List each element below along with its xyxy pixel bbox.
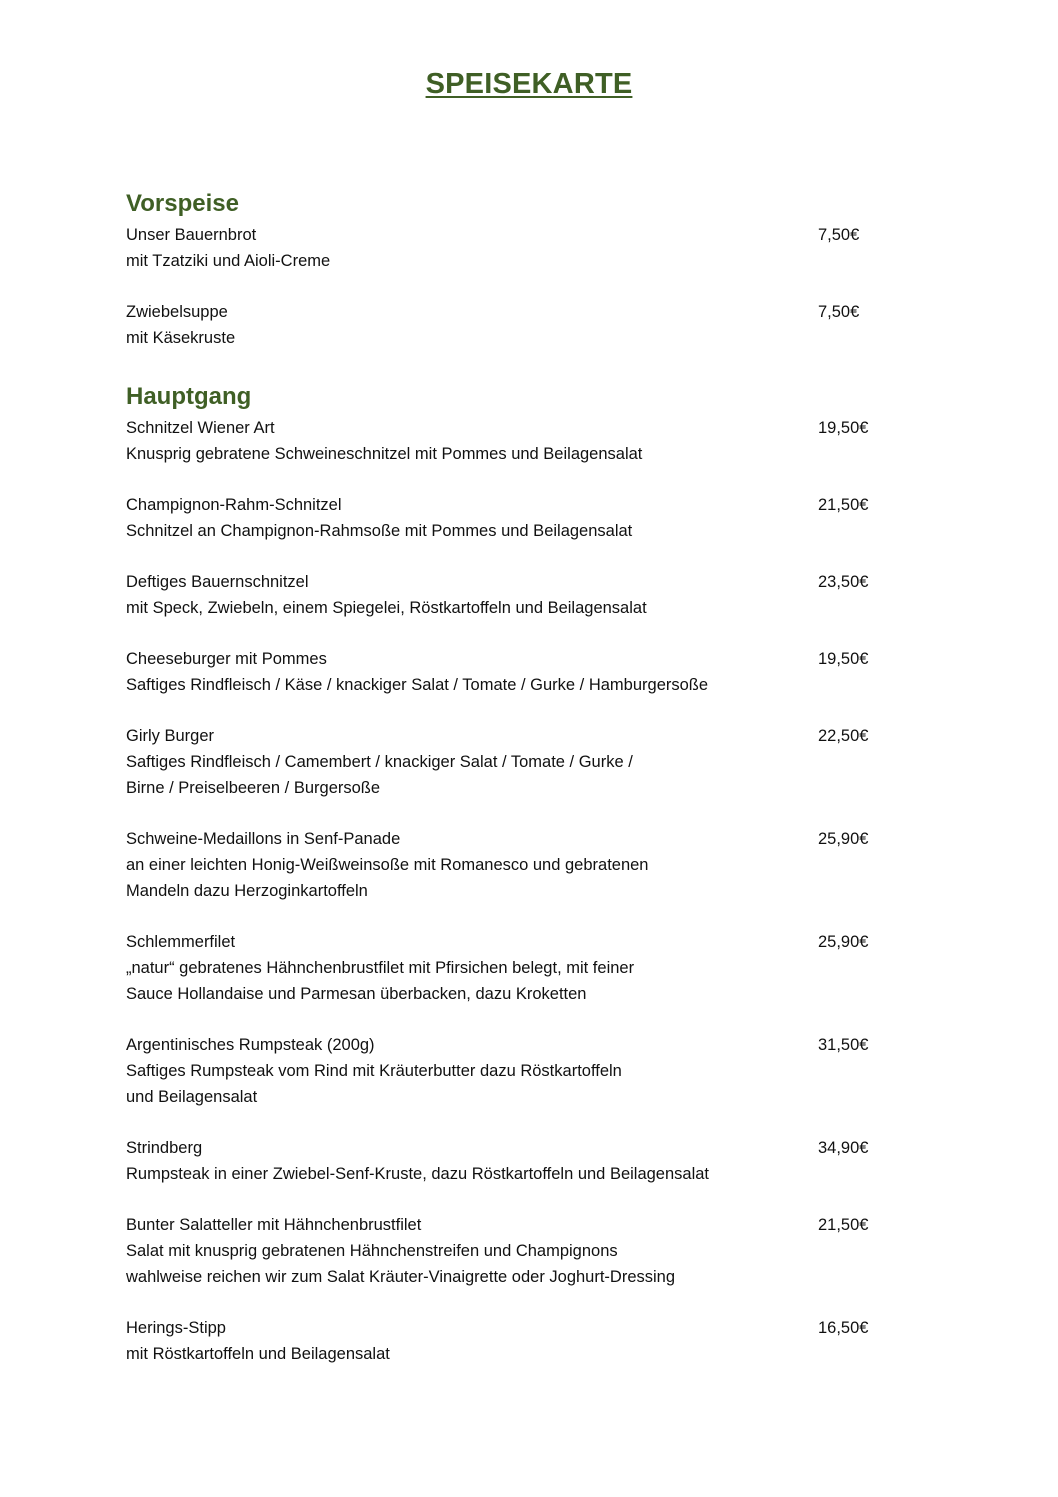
section-heading: Hauptgang bbox=[126, 383, 252, 410]
menu-item bbox=[126, 492, 886, 544]
menu-item bbox=[126, 1032, 886, 1110]
menu-item-description: an einer leichten Honig-Weißweinsoße mit Romanesco und gebratenen bbox=[126, 856, 649, 874]
menu-item-description: Salat mit knusprig gebratenen Hähnchenstreifen und Champignons bbox=[126, 1242, 618, 1260]
menu-item-description: mit Tzatziki und Aioli-Creme bbox=[126, 252, 331, 270]
menu-item-description: Rumpsteak in einer Zwiebel-Senf-Kruste, dazu Röstkartoffeln und Beilagensalat bbox=[126, 1165, 710, 1183]
menu-item-price: 19,50€ bbox=[818, 419, 869, 437]
menu-item-name: Schlemmerfilet bbox=[126, 933, 236, 951]
menu-item bbox=[126, 569, 886, 621]
menu-item-price: 21,50€ bbox=[818, 496, 869, 514]
menu-item-price: 31,50€ bbox=[818, 1036, 869, 1054]
menu-item-description: Mandeln dazu Herzoginkartoffeln bbox=[126, 882, 368, 900]
menu-item bbox=[126, 826, 886, 904]
menu-item bbox=[126, 1212, 886, 1290]
menu-item-name: Girly Burger bbox=[126, 727, 215, 745]
menu-item-description: Birne / Preiselbeeren / Burgersoße bbox=[126, 779, 381, 797]
menu-item-name: Bunter Salatteller mit Hähnchenbrustfilet bbox=[126, 1216, 422, 1234]
menu-item-name: Strindberg bbox=[126, 1139, 203, 1157]
menu-item-description: Saftiges Rumpsteak vom Rind mit Kräuterbutter dazu Röstkartoffeln bbox=[126, 1062, 622, 1080]
menu-item-price: 7,50€ bbox=[818, 303, 860, 321]
menu-item bbox=[126, 299, 886, 351]
menu-item-name: Argentinisches Rumpsteak (200g) bbox=[126, 1036, 375, 1054]
menu-item-description: und Beilagensalat bbox=[126, 1088, 258, 1106]
menu-item-price: 22,50€ bbox=[818, 727, 869, 745]
menu-item-description: Saftiges Rindfleisch / Käse / knackiger Salat / Tomate / Gurke / Hamburgersoße bbox=[126, 676, 709, 694]
menu-item-name: Zwiebelsuppe bbox=[126, 303, 228, 321]
menu-item bbox=[126, 415, 886, 467]
menu-item-price: 25,90€ bbox=[818, 830, 869, 848]
menu-item-name: Herings-Stipp bbox=[126, 1319, 226, 1337]
menu-item-name: Cheeseburger mit Pommes bbox=[126, 650, 327, 668]
menu-item-description: wahlweise reichen wir zum Salat Kräuter-Vinaigrette oder Joghurt-Dressing bbox=[126, 1268, 676, 1286]
menu-item-description: Saftiges Rindfleisch / Camembert / knackiger Salat / Tomate / Gurke / bbox=[126, 753, 633, 771]
menu-item-description: Knusprig gebratene Schweineschnitzel mit Pommes und Beilagensalat bbox=[126, 445, 643, 463]
menu-item-description: Sauce Hollandaise und Parmesan überbacken, dazu Kroketten bbox=[126, 985, 587, 1003]
menu-item-price: 34,90€ bbox=[818, 1139, 869, 1157]
menu-item-price: 25,90€ bbox=[818, 933, 869, 951]
menu-item-name: Champignon-Rahm-Schnitzel bbox=[126, 496, 342, 514]
menu-item bbox=[126, 222, 886, 274]
menu-item-price: 16,50€ bbox=[818, 1319, 869, 1337]
menu-item bbox=[126, 1135, 886, 1187]
menu-item bbox=[126, 929, 886, 1007]
menu-content bbox=[126, 186, 886, 1367]
menu-section-hauptgang bbox=[126, 379, 886, 1367]
menu-item-name: Deftiges Bauernschnitzel bbox=[126, 573, 309, 591]
menu-section-vorspeise bbox=[126, 186, 886, 351]
menu-item-description: mit Röstkartoffeln und Beilagensalat bbox=[126, 1345, 390, 1363]
menu-item bbox=[126, 723, 886, 801]
menu-item-name: Schweine-Medaillons in Senf-Panade bbox=[126, 830, 401, 848]
menu-item-description: „natur“ gebratenes Hähnchenbrustfilet mit Pfirsichen belegt, mit feiner bbox=[126, 959, 635, 977]
section-heading: Vorspeise bbox=[126, 190, 239, 217]
menu-item-price: 19,50€ bbox=[818, 650, 869, 668]
page-title: SPEISEKARTE bbox=[425, 68, 633, 100]
menu-item-name: Unser Bauernbrot bbox=[126, 226, 257, 244]
menu-item-price: 21,50€ bbox=[818, 1216, 869, 1234]
menu-item-description: Schnitzel an Champignon-Rahmsoße mit Pommes und Beilagensalat bbox=[126, 522, 633, 540]
menu-item-description: mit Käsekruste bbox=[126, 329, 236, 347]
menu-item bbox=[126, 1315, 886, 1367]
menu-item-price: 23,50€ bbox=[818, 573, 869, 591]
menu-item-price: 7,50€ bbox=[818, 226, 860, 244]
menu-item bbox=[126, 646, 886, 698]
menu-item-name: Schnitzel Wiener Art bbox=[126, 419, 275, 437]
menu-item-description: mit Speck, Zwiebeln, einem Spiegelei, Röstkartoffeln und Beilagensalat bbox=[126, 599, 647, 617]
